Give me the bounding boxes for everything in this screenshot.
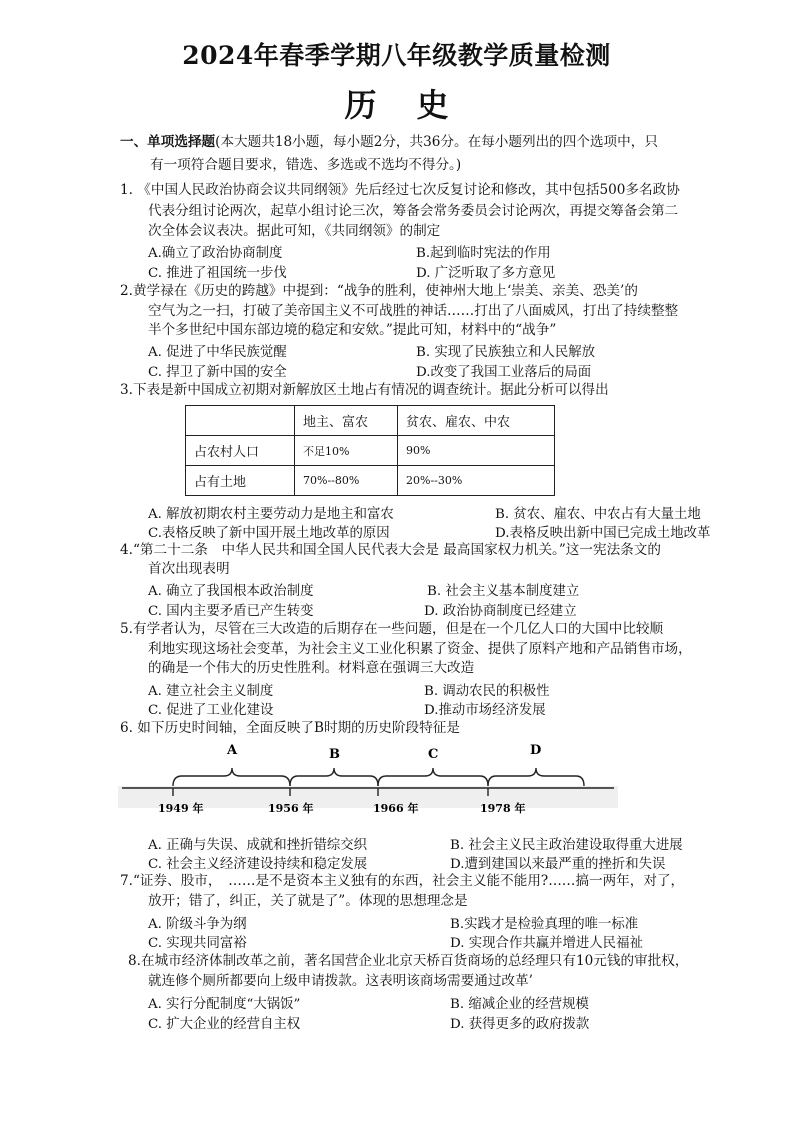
q7-option-a[interactable]: A. 阶级斗争为纲 — [148, 917, 247, 932]
exam-subject: 历史 — [344, 86, 489, 124]
q4-option-c[interactable]: C. 国内主要矛盾已产生转变 — [148, 604, 314, 619]
q3-option-d[interactable]: D.表格反映出新中国已完成土地改革 — [495, 526, 711, 541]
period-brace-b — [290, 768, 378, 786]
period-brace-a — [173, 768, 290, 786]
table-header-cell — [186, 406, 295, 436]
q2-option-d[interactable]: D.改变了我国工业落后的局面 — [416, 365, 592, 380]
q6-stem: 6. 如下历史时间轴，全面反映了B时期的历史阶段特征是 — [120, 720, 460, 736]
land-survey-table — [185, 405, 555, 496]
year-label: 1949 年 — [158, 802, 204, 815]
q8-stem-2: 就连修个厕所都要向上级申请拨款。这表明该商场需要通过改革’ — [148, 973, 533, 989]
period-label-b: B — [329, 747, 340, 762]
q2-option-a[interactable]: A. 促进了中华民族觉醒 — [148, 345, 287, 360]
table-row — [186, 436, 555, 466]
q8-option-b[interactable]: B. 缩减企业的经营规模 — [450, 997, 589, 1012]
q8-option-c[interactable]: C. 扩大企业的经营自主权 — [148, 1017, 301, 1032]
q2-stem-1: 2.黄学禄在《历史的跨越》中提到：“战争的胜利，使神州大地上‘崇美、亲美、恐美’的 — [120, 283, 638, 299]
exam-title: 2024年春季学期八年级教学质量检测 — [182, 41, 611, 70]
q7-option-b[interactable]: B.实践才是检验真理的唯一标准 — [450, 917, 639, 932]
q4-option-a[interactable]: A. 确立了我国根本政治制度 — [148, 584, 314, 599]
q6-option-d[interactable]: D.遭到建国以来最严重的挫折和失误 — [450, 857, 666, 872]
q7-option-d[interactable]: D. 实现合作共赢并增进人民福祉 — [450, 936, 643, 951]
q3-option-c[interactable]: C.表格反映了新中国开展土地改革的原因 — [148, 526, 390, 541]
q4-stem-1: 4.“第二十二条 中华人民共和国全国人民代表大会是 最高国家权力机关。”这一宪法条文的 — [120, 542, 661, 558]
table-cell: 占农村人口 — [186, 436, 295, 466]
q1-option-b[interactable]: B.起到临时宪法的作用 — [416, 246, 551, 261]
q5-option-a[interactable]: A. 建立社会主义制度 — [148, 684, 274, 699]
table-cell: 70%--80% — [295, 466, 398, 496]
q1-option-d[interactable]: D. 广泛听取了多方意见 — [416, 266, 556, 281]
table-header-cell: 地主、富农 — [295, 406, 398, 436]
q7-option-c[interactable]: C. 实现共同富裕 — [148, 936, 247, 951]
q1-stem-2: 代表分组讨论两次，起草小组讨论三次，筹备会常务委员会讨论两次，再提交筹备会第二 — [148, 203, 679, 219]
q2-stem-3: 半个多世纪中国东部边境的稳定和安欸。”提此可知，材料中的“战争” — [148, 322, 557, 338]
period-brace-d — [488, 768, 584, 786]
q2-stem-2: 空气为之一扫，打破了美帝国主义不可战胜的神话……打出了八面威风，打出了持续整整 — [148, 303, 679, 319]
q1-stem-1: 1. 《中国人民政治协商会议共同纲领》先后经过七次反复讨论和修改，其中包括500多名政协 — [120, 182, 680, 198]
q6-option-c[interactable]: C. 社会主义经济建设持续和稳定发展 — [148, 857, 368, 872]
q8-option-a[interactable]: A. 实行分配制度“大锅饭” — [148, 997, 301, 1012]
q1-option-c[interactable]: C. 推进了祖国统一步伐 — [148, 266, 287, 281]
q6-option-b[interactable]: B. 社会主义民主政治建设取得重大进展 — [450, 838, 683, 853]
section-instructions-2: 有一项符合题目要求，错选、多选或不选均不得分。) — [150, 157, 462, 173]
table-cell: 20%--30% — [398, 466, 555, 496]
section-heading — [120, 130, 658, 150]
q2-option-b[interactable]: B. 实现了民族独立和人民解放 — [416, 345, 596, 360]
q5-stem-2: 利地实现这场社会变革，为社会主义工业化积累了资金、提供了原料产地和产品销售市场， — [148, 641, 692, 657]
q8-stem-1: 8.在城市经济体制改革之前，著名国营企业北京天桥百货商场的总经理只有10元钱的审批权， — [128, 953, 689, 969]
q2-option-c[interactable]: C. 捍卫了新中国的安全 — [148, 365, 287, 380]
year-label: 1966 年 — [373, 802, 419, 815]
section-title: 一、单项选择题 — [120, 134, 216, 150]
year-label: 1978 年 — [480, 802, 526, 815]
period-label-c: C — [428, 747, 439, 762]
q5-option-d[interactable]: D.推动市场经济发展 — [424, 703, 546, 718]
history-timeline — [118, 738, 618, 823]
table-header-cell: 贫农、雇农、中农 — [398, 406, 555, 436]
q5-stem-3: 的确是一个伟大的历史性胜利。材料意在强调三大改造 — [148, 660, 475, 676]
q1-option-a[interactable]: A.确立了政治协商制度 — [148, 246, 283, 261]
table-row — [186, 466, 555, 496]
q8-option-d[interactable]: D. 获得更多的政府拨款 — [450, 1017, 590, 1032]
section-instructions-1: (本大题共18小题，每小题2分，共36分。在每小题列出的四个选项中，只 — [215, 134, 658, 150]
q7-stem-1: 7.“证券、股市， ……是不是资本主义独有的东西，社会主义能不能用?……搞一两年，对了， — [120, 873, 685, 889]
q7-stem-2: 放开；错了，纠正，关了就是了”。体现的思想理念是 — [148, 893, 468, 909]
table-header-row — [186, 406, 555, 436]
q4-stem-2: 首次出现表明 — [148, 561, 230, 577]
table-cell: 占有土地 — [186, 466, 295, 496]
period-brace-c — [378, 768, 488, 786]
q4-option-b[interactable]: B. 社会主义基本制度建立 — [427, 584, 580, 599]
q5-option-b[interactable]: B. 调动农民的积极性 — [424, 684, 550, 699]
q3-stem: 3.下表是新中国成立初期对新解放区土地占有情况的调查统计。据此分析可以得出 — [120, 382, 609, 398]
q3-option-a[interactable]: A. 解放初期农村主要劳动力是地主和富农 — [148, 507, 394, 522]
period-label-a: A — [227, 743, 238, 758]
q6-option-a[interactable]: A. 正确与失误、成就和挫折错综交织 — [148, 838, 368, 853]
q4-option-d[interactable]: D. 政治协商制度已经建立 — [424, 604, 577, 619]
table-cell: 90% — [398, 436, 555, 466]
year-label: 1956 年 — [268, 802, 314, 815]
q5-stem-1: 5.有学者认为，尽管在三大改造的后期存在一些问题，但是在一个几亿人口的大国中比较顺 — [120, 621, 664, 637]
table-cell: 不足10% — [295, 436, 398, 466]
period-label-d: D — [530, 743, 542, 758]
q1-stem-3: 次全体会议表决。据此可知，《共同纲领》的制定 — [148, 223, 441, 239]
q5-option-c[interactable]: C. 促进了工业化建设 — [148, 703, 274, 718]
q3-option-b[interactable]: B. 贫农、雇农、中农占有大量土地 — [495, 507, 701, 522]
